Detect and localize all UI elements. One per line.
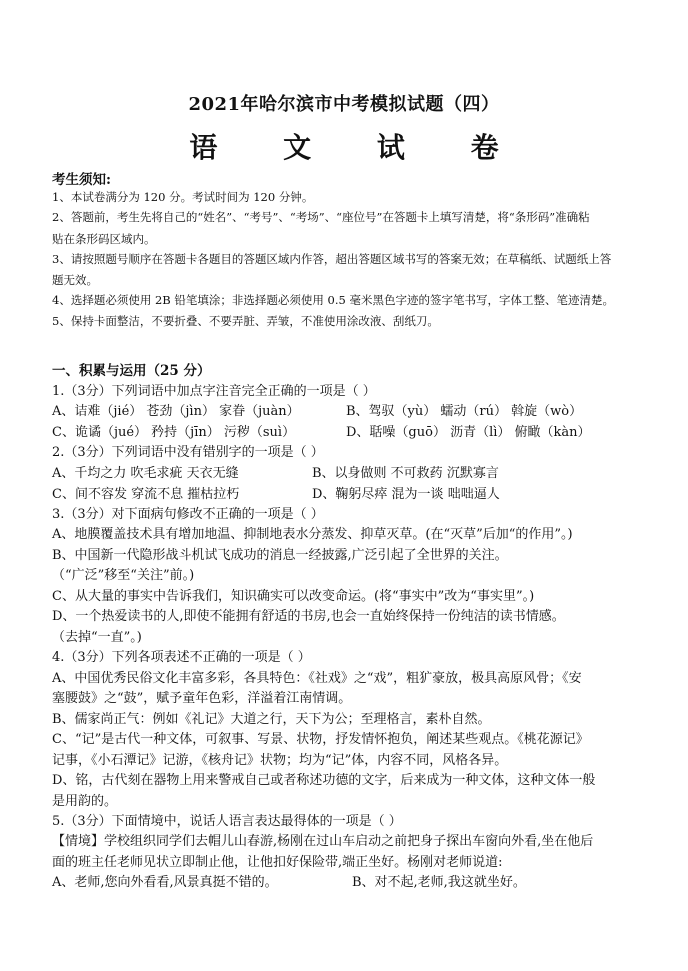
question-4-line: A、中国优秀民俗文化丰富多彩，各具特色：《社戏》之“戏”，粗犷豪放，极具高原风骨；《安 (52, 671, 582, 686)
question-3-line: A、地膜覆盖技术具有增加地温、抑制地表水分蒸发、抑草灭草。(在“灭草”后加“的作用”。) (52, 527, 573, 542)
question-4-stem: 4.（3分）下列各项表述不正确的一项是（ ） (52, 650, 311, 665)
question-1-option: A、诘难（jié） 苍劲（jìn） 家眷（juàn） (52, 404, 300, 419)
notice-line: 贴在条形码区域内。 (52, 232, 156, 246)
question-4-line: D、铭，古代刻在器物上用来警戒自己或者称述功德的文字，后来成为一种文体，这种文体一般 (52, 773, 596, 788)
question-1-option: B、驾驭（yù） 蠕动（rú） 斡旋（wò） (346, 404, 583, 419)
question-2-stem: 2.（3分）下列词语中没有错别字的一项是（ ） (52, 445, 324, 460)
notice-line: 4、选择题必须使用 2B 铅笔填涂；非选择题必须使用 0.5 毫米黑色字迹的签字笔书写，字体工整、笔迹清楚。 (52, 293, 614, 307)
notice-line: 1、本试卷满分为 120 分。考试时间为 120 分钟。 (52, 190, 314, 204)
question-5-option: B、对不起,老师,我这就坐好。 (352, 875, 526, 890)
exam-title: 2021年哈尔滨市中考模拟试题（四） (188, 94, 500, 115)
question-4-line: C、“记”是古代一种文体，可叙事、写景、状物，抒发情怀抱负，阐述某些观点。《桃花源记》 (52, 732, 589, 747)
question-3-line: C、从大量的事实中告诉我们，知识确实可以改变命运。(将“事实中”改为“事实里”。) (52, 589, 535, 604)
notice-line: 3、请按照题号顺序在答题卡各题目的答题区域内作答，超出答题区域书写的答案无效；在草稿纸、试题纸上答 (52, 252, 612, 266)
question-2-option: B、以身做则 不可救药 沉默寡言 (312, 466, 499, 481)
question-5-line: 【情境】学校组织同学们去帽儿山春游,杨刚在过山车启动之前把身子探出车窗向外看,坐在他后 (52, 834, 594, 849)
question-5-stem: 5.（3分）下面情境中，说话人语言表达最得体的一项是（ ） (52, 814, 402, 829)
section-heading: 一、积累与运用（25 分） (52, 363, 211, 379)
question-3-stem: 3.（3分）对下面病句修改不正确的一项是（ ） (52, 507, 324, 522)
question-3-line: B、中国新一代隐形战斗机试飞成功的消息一经披露,广泛引起了全世界的关注。 (52, 548, 508, 563)
question-4-line: 塞腰鼓》之“鼓”，赋予童年色彩，洋溢着江南情调。 (52, 691, 352, 706)
question-1-stem: 1.（3分）下列词语中加点字注音完全正确的一项是（ ） (52, 384, 376, 399)
question-5-line: 面的班主任老师见状立即制止他，让他扣好保险带,端正坐好。杨刚对老师说道: (52, 855, 503, 870)
notice-line: 2、答题前，考生先将自己的“姓名”、“考号”、“考场”、“座位号”在答题卡上填写清楚，将“条形码”准确粘 (52, 210, 590, 224)
question-4-line: B、儒家尚正气：例如《礼记》大道之行，天下为公；至理格言，素朴自然。 (52, 712, 491, 727)
question-3-line: D、一个热爱读书的人,即使不能拥有舒适的书房,也会一直始终保持一份纯洁的读书情感。 (52, 609, 565, 624)
question-2-option: D、鞠躬尽瘁 混为一谈 咄咄逼人 (312, 487, 500, 502)
notice-line: 题无效。 (52, 273, 98, 287)
question-5-option: A、老师,您向外看看,风景真挺不错的。 (52, 875, 278, 890)
question-4-line: 记事，《小石潭记》记游，《核舟记》状物；均为“记”体，内容不同，风格各异。 (52, 753, 508, 768)
notice-line: 5、保持卡面整洁，不要折叠、不要弄脏、弄皱，不准使用涂改液、刮纸刀。 (52, 314, 439, 328)
notice-heading: 考生须知: (52, 172, 111, 188)
question-4-line: 是用韵的。 (52, 794, 118, 809)
question-3-line: （“广泛”移至“关注”前。) (52, 568, 195, 583)
question-2-option: A、千均之力 吹毛求疵 天衣无缝 (52, 466, 239, 481)
question-1-option: D、聒噪（guō） 沥青（lì） 俯瞰（kàn） (346, 425, 591, 440)
subject-title: 语 文 试 卷 (189, 131, 527, 164)
question-2-option: C、间不容发 穿流不息 摧枯拉朽 (52, 487, 240, 502)
question-1-option: C、诡谲（jué） 矜持（jīn） 污秽（suì） (52, 425, 296, 440)
question-3-line: （去掉“一直”。) (52, 630, 142, 645)
